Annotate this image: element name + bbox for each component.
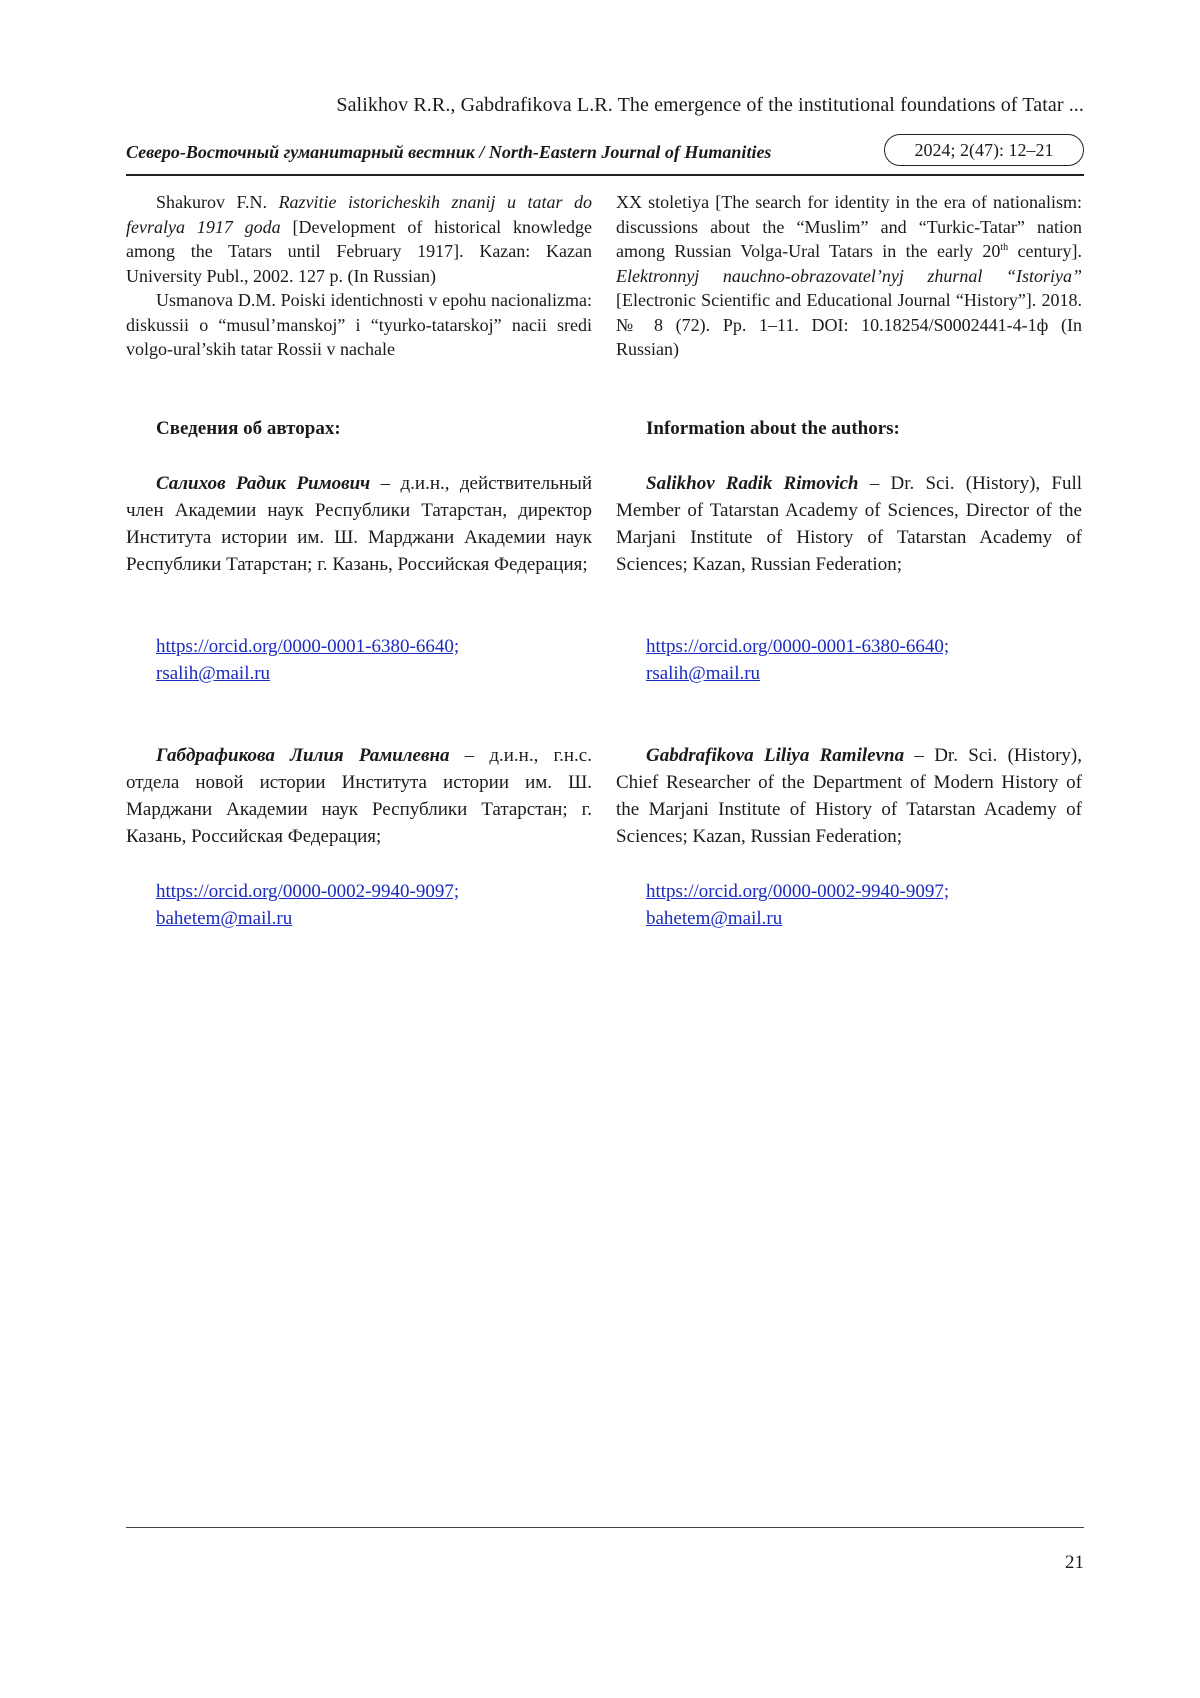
reference-details: [Development of historical knowledge among the Tatars until February 1917]. Kazan: Kazan University Publ., 2002. 127 p. (In Russian) [126, 216, 593, 286]
author-info-en-1 [616, 470, 1082, 578]
email-link[interactable]: rsalih@mail.ru [646, 663, 761, 684]
orcid-link[interactable]: https://orcid.org/0000-0001-6380-6640; [156, 636, 460, 657]
references-left-column [126, 190, 592, 362]
journal-name: Северо-Восточный гуманитарный вестник / North-Eastern Journal of Humanities [126, 142, 772, 162]
author-links-en-2 [616, 878, 1112, 932]
reference-text: XX stoletiya [The search for identity in the era of nationalism: discussions about the “Muslim” and “Turkic-Tatar” nation among Russian Volga-Ural Tatars in the early 20 [616, 192, 1082, 261]
orcid-link[interactable]: https://orcid.org/0000-0002-9940-9097; [156, 881, 460, 902]
reference-author: Shakurov F.N. [156, 192, 268, 212]
authors-heading-en: Information about the authors: [646, 418, 900, 439]
reference-item: Usmanova D.M. Poiski identichnosti v epohu nacionalizma: diskussii o “musul’manskoj” i “tyurko-tatarskoj” nacii sredi volgo-ural’skih tatar Rossii v nachale [126, 290, 592, 359]
author-name: Габдрафикова Лилия Рамилевна [156, 745, 450, 766]
author-info-en-2 [616, 742, 1082, 850]
author-name: Gabdrafikova Liliya Ramilevna [646, 745, 905, 766]
author-name: Салихов Радик Римович [156, 473, 371, 494]
author-links-ru-2 [126, 878, 622, 932]
reference-journal-title: Elektronnyj nauchno-obrazovatel’nyj zhurnal “Istoriya” [616, 265, 1082, 286]
author-description: – Dr. Sci. (History), Full Member of Tatarstan Academy of Sciences, Director of the Marjani Institute of History of Tatarstan Academy of Sciences; Kazan, Russian Federation; [616, 473, 1083, 575]
issue-badge: 2024; 2(47): 12–21 [884, 134, 1084, 166]
reference-item [126, 190, 592, 288]
author-description: – Dr. Sci. (History), Chief Researcher of the Department of Modern History of the Marjani Institute of History of Tatarstan Academy of Sciences; Kazan, Russian Federation; [616, 745, 1083, 847]
author-description: – д.и.н., г.н.с. отдела новой истории Института истории им. Ш. Марджани Академии наук Республики Татарстан; г. Казань, Российская Федерация; [126, 745, 592, 847]
page-number: 21 [1065, 1552, 1084, 1573]
reference-continuation [616, 190, 1082, 362]
author-info-ru-1 [126, 470, 592, 578]
email-link[interactable]: rsalih@mail.ru [156, 663, 271, 684]
email-link[interactable]: bahetem@mail.ru [156, 908, 293, 929]
author-links-ru-1 [126, 633, 622, 687]
reference-title: Razvitie istoricheskih znanij u tatar do fevralya 1917 goda [126, 192, 593, 237]
orcid-link[interactable]: https://orcid.org/0000-0002-9940-9097; [646, 881, 950, 902]
reference-details: [Electronic Scientific and Educational Journal “History”]. 2018. № 8 (72). Pp. 1–11. DOI: 10.18254/S0002441-4-1ф (In Russian) [616, 290, 1082, 359]
email-link[interactable]: bahetem@mail.ru [646, 908, 783, 929]
authors-heading-ru: Сведения об авторах: [156, 418, 341, 439]
author-name: Salikhov Radik Rimovich [646, 473, 859, 494]
journal-header-bar [126, 134, 1084, 176]
ordinal-suffix: th [1000, 242, 1009, 253]
author-info-ru-2 [126, 742, 592, 850]
reference-text: century]. [1008, 241, 1082, 261]
references-right-column [616, 190, 1082, 362]
author-description: – д.и.н., действительный член Академии наук Республики Татарстан, директор Института истории им. Ш. Марджани Академии наук Республики Татарстан; г. Казань, Российская Федерация; [126, 473, 593, 575]
orcid-link[interactable]: https://orcid.org/0000-0001-6380-6640; [646, 636, 950, 657]
footer-divider [126, 1527, 1084, 1528]
running-title: Salikhov R.R., Gabdrafikova L.R. The emergence of the institutional foundations of Tatar ... [336, 94, 1084, 116]
author-links-en-1 [616, 633, 1112, 687]
